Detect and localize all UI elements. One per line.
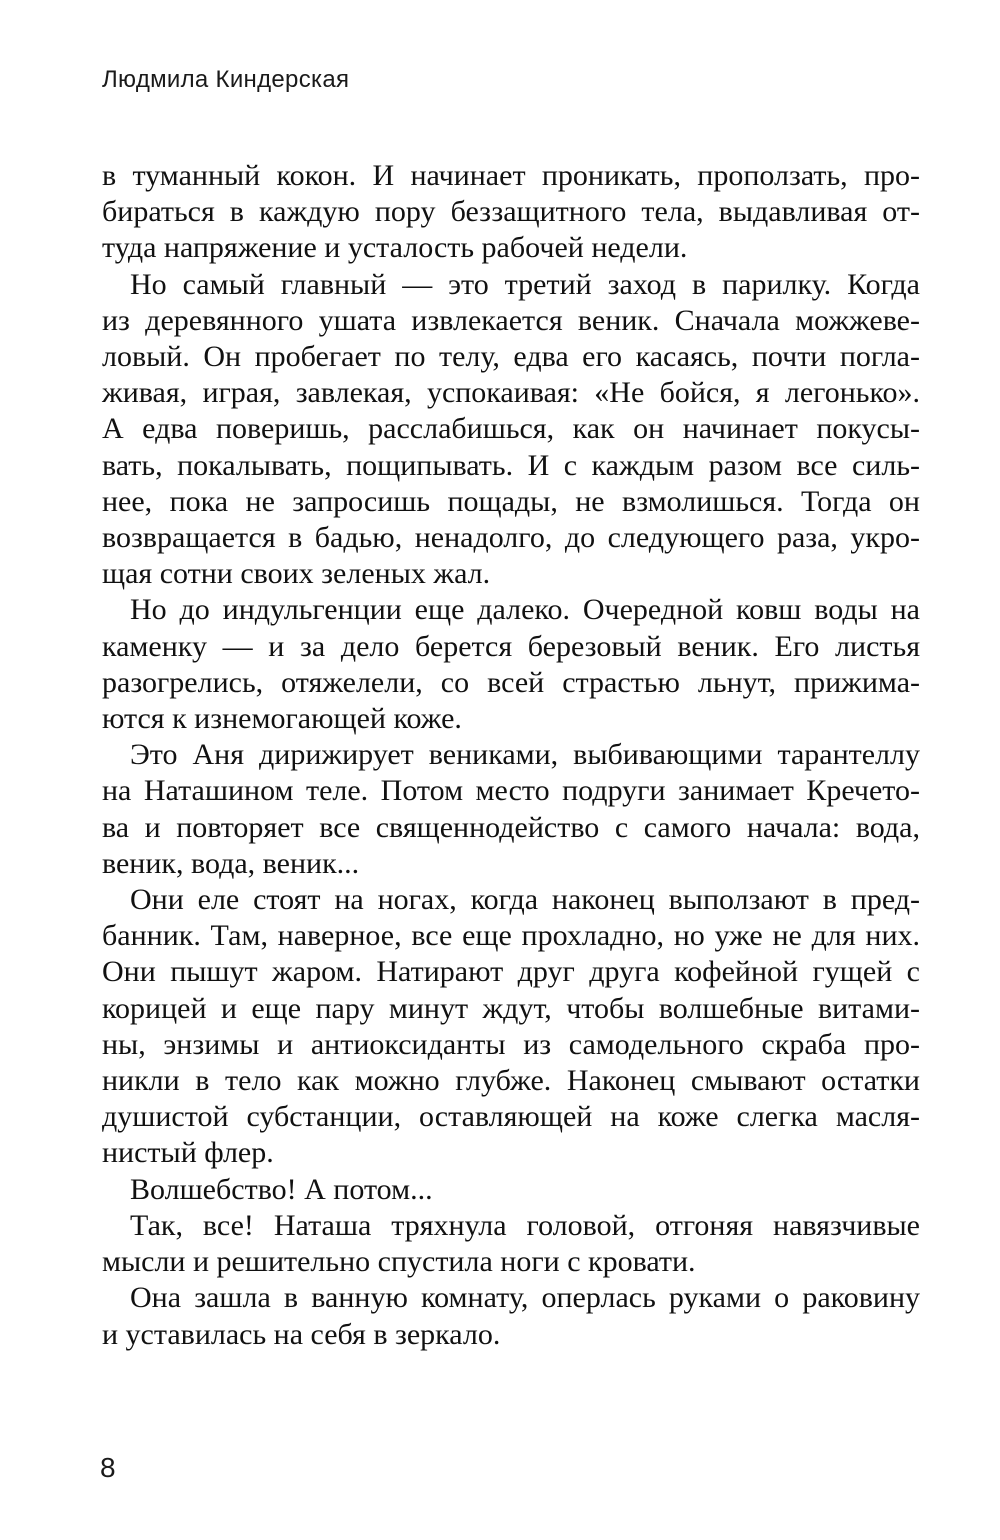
text-line: ются к изнемогающей коже. [102,702,462,736]
text-line: веник, вода, веник... [102,846,360,880]
text-line: Так, все! Наташа тряхнула головой, отгоняя навязчивые [130,1208,920,1242]
text-line: туда напряжение и усталость рабочей недели. [102,231,688,265]
text-line: в туманный кокон. И начинает проникать, проползать, про- [102,159,920,192]
text-line: из деревянного ушата извлекается веник. Сначала можжеве- [102,303,920,337]
running-head-author: Людмила Киндерская [102,66,350,93]
text-line: щая сотни своих зеленых жал. [102,557,491,591]
text-line: разогрелись, отяжелели, со всей страстью льнут, прижима- [102,665,920,699]
text-line: душистой субстанции, оставляющей на коже слегка масля- [102,1100,920,1134]
text-line: мысли и решительно спустила ноги с кровати. [102,1245,696,1279]
text-line: Но самый главный — это третий заход в парилку. Когда [130,267,920,301]
text-line: каменку — и за дело берется березовый веник. Его листья [102,629,920,663]
text-line: Она зашла в ванную комнату, оперлась руками о раковину [130,1281,920,1315]
text-line: Но до индульгенции еще далеко. Очередной ковш воды на [130,593,920,627]
text-line: Они пышут жаром. Натирают друг друга кофейной гущей с [102,955,920,989]
page-number: 8 [100,1452,116,1483]
text-line: ны, энзимы и антиоксиданты из самодельного скраба про- [102,1027,920,1061]
text-line: банник. Там, наверное, все еще прохладно, но уже не для них. [102,919,920,953]
text-line: бираться в каждую пору беззащитного тела, выдавливая от- [102,195,920,229]
text-line: ва и повторяет все священнодейство с самого начала: вода, [102,810,920,844]
text-line: на Наташином теле. Потом место подруги занимает Кречето- [102,774,920,808]
text-line: нистый флер. [102,1136,274,1170]
text-line: вать, покалывать, пощипывать. И с каждым разом все силь- [102,448,920,482]
text-line: А едва поверишь, расслабишься, как он начинает покусы- [102,412,920,446]
text-line: нее, пока не запросишь пощады, не взмолишься. Тогда он [102,484,920,518]
text-line: и уставилась на себя в зеркало. [102,1317,501,1351]
text-line: никли в тело как можно глубже. Наконец смывают остатки [102,1064,920,1098]
text-line: возвращается в бадью, ненадолго, до следующего раза, укро- [102,521,920,555]
text-line: Они еле стоят на ногах, когда наконец выползают в пред- [130,883,920,917]
text-line: Волшебство! А потом... [130,1172,433,1206]
body-text [102,158,920,1353]
text-line: живая, играя, завлекая, успокаивая: «Не бойся, я легонько». [102,376,920,410]
text-line: Это Аня дирижирует вениками, выбивающими тарантеллу [130,738,920,772]
text-line: корицей и еще пару минут ждут, чтобы волшебные витами- [102,991,920,1025]
text-line: ловый. Он пробегает по телу, едва его касаясь, почти погла- [102,340,920,374]
